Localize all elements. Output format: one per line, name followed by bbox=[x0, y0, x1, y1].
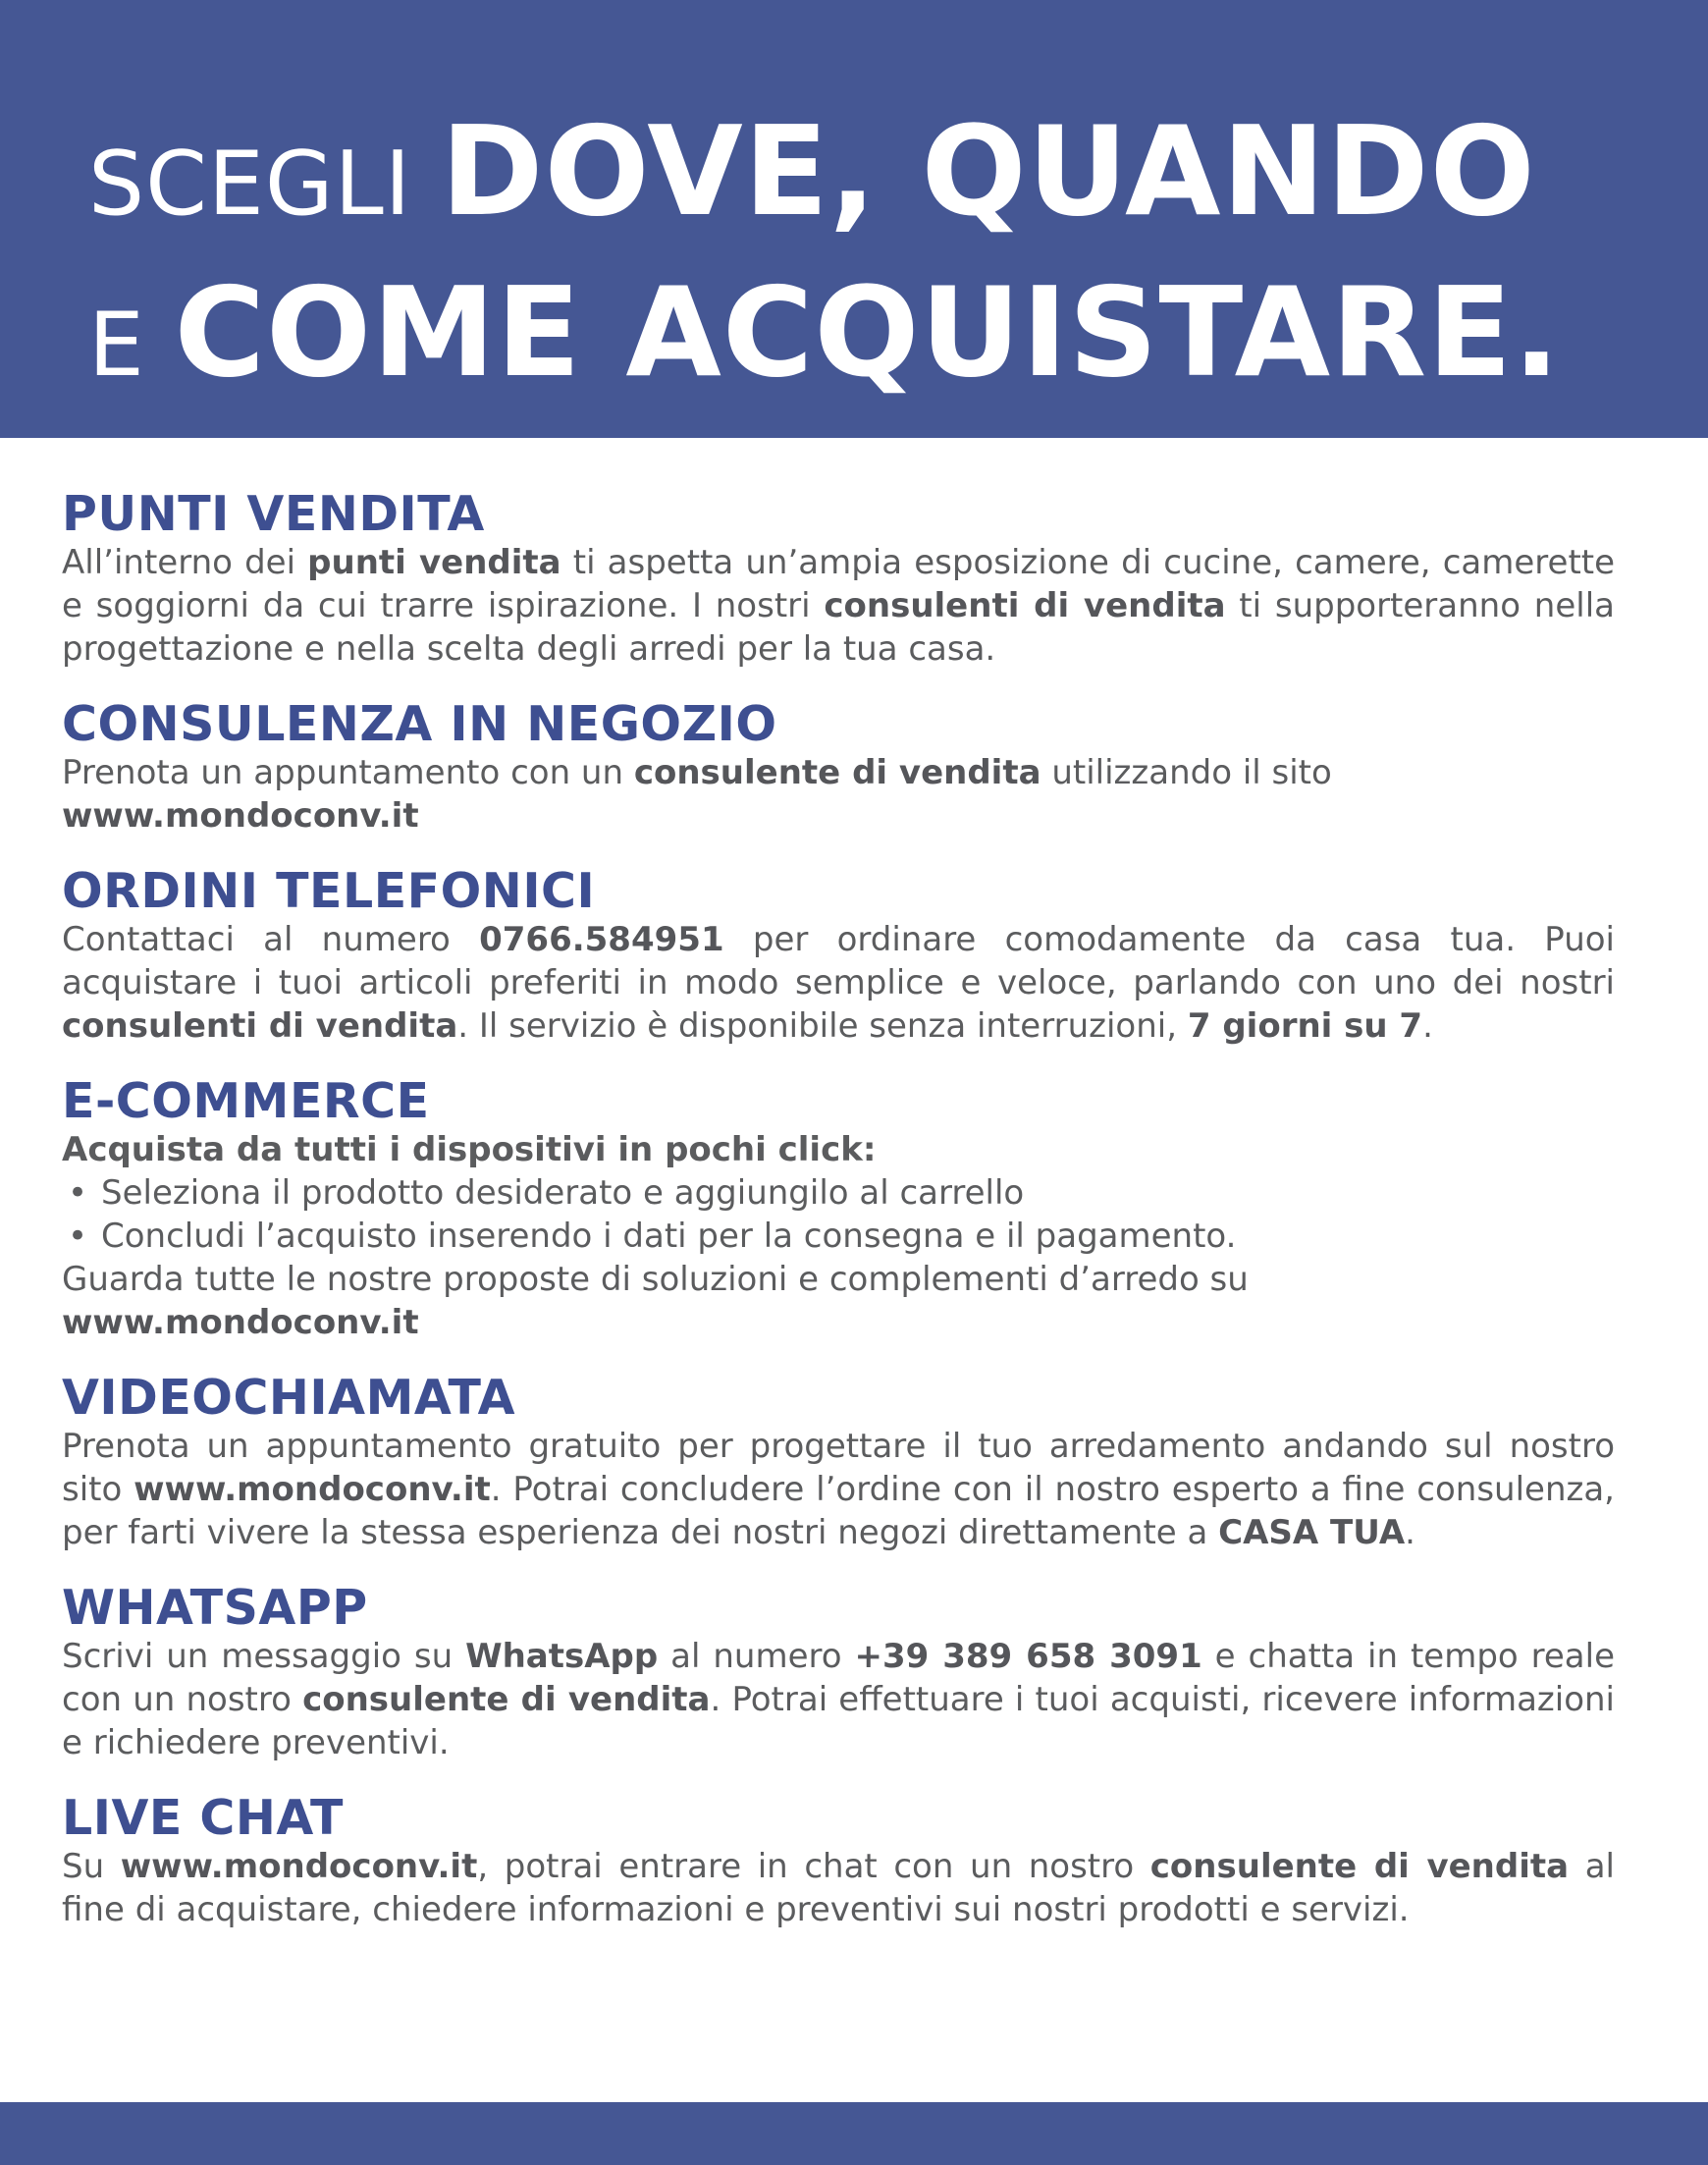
bullet-list bbox=[62, 1171, 1615, 1258]
section-title: LIVE CHAT bbox=[62, 1790, 344, 1846]
phone-number[interactable]: 0766.584951 bbox=[479, 920, 724, 959]
section-title: WHATSAPP bbox=[62, 1580, 368, 1636]
headline-bold-1: DOVE, QUANDO bbox=[440, 99, 1536, 244]
section-body bbox=[62, 1258, 1615, 1344]
headline-bold-2: COME ACQUISTARE. bbox=[174, 260, 1562, 405]
body-bold: WhatsApp bbox=[465, 1637, 659, 1676]
body-text: Contattaci al numero bbox=[62, 920, 480, 959]
section-ordini-telefonici bbox=[62, 865, 1615, 1048]
bullet-icon: • bbox=[68, 1173, 88, 1213]
body-text: All’interno dei bbox=[62, 543, 308, 582]
section-subtitle: Acquista da tutti i dispositivi in pochi click: bbox=[62, 1130, 877, 1169]
body-text: Scrivi un messaggio su bbox=[62, 1637, 466, 1676]
body-text: utilizzando il sito bbox=[1041, 753, 1332, 792]
body-bold: consulente di vendita bbox=[302, 1680, 711, 1719]
main-content bbox=[62, 488, 1615, 1959]
body-text: . Potrai concludere l’ordine con il nostro esperto a fine consulenza, per farti vivere la stessa esperienza dei nostri negozi direttamente a bbox=[62, 1470, 1615, 1552]
section-whatsapp bbox=[62, 1582, 1615, 1764]
section-body bbox=[62, 751, 1615, 838]
body-bold: consulenti di vendita bbox=[62, 1006, 458, 1046]
body-bold: consulente di vendita bbox=[633, 753, 1041, 792]
website-link[interactable]: www.mondoconv.it bbox=[62, 1303, 419, 1342]
section-title: VIDEOCHIAMATA bbox=[62, 1370, 515, 1426]
body-text: Su bbox=[62, 1847, 121, 1886]
section-title: PUNTI VENDITA bbox=[62, 486, 485, 542]
headline-line-2 bbox=[88, 260, 1562, 405]
body-text: , potrai entrare in chat con un nostro bbox=[477, 1847, 1150, 1886]
section-body bbox=[62, 541, 1615, 671]
section-title: ORDINI TELEFONICI bbox=[62, 863, 596, 919]
body-text: ti aspetta un’ampia esposizione di cucine, camere, camerette e soggiorni da cui trarre ispirazione. I nostri bbox=[62, 543, 1616, 625]
header-banner bbox=[0, 0, 1708, 438]
list-item bbox=[62, 1215, 1615, 1258]
body-text: Prenota un appuntamento gratuito per progettare il tuo arredamento andando sul nostro sito bbox=[62, 1427, 1615, 1509]
website-link[interactable]: www.mondoconv.it bbox=[120, 1847, 478, 1886]
body-bold: consulente di vendita bbox=[1149, 1847, 1570, 1886]
body-text: . bbox=[1422, 1006, 1433, 1046]
body-text: . bbox=[1405, 1513, 1415, 1552]
body-text: . Potrai effettuare i tuoi acquisti, ricevere informazioni e richiedere preventivi. bbox=[62, 1680, 1615, 1762]
body-bold: consulenti di vendita bbox=[824, 586, 1226, 625]
list-item-text: Seleziona il prodotto desiderato e aggiungilo al carrello bbox=[101, 1173, 1025, 1213]
body-text: . Il servizio è disponibile senza interruzioni, bbox=[457, 1006, 1188, 1046]
body-bold: punti vendita bbox=[307, 543, 561, 582]
section-body bbox=[62, 1635, 1615, 1764]
section-title: E-COMMERCE bbox=[62, 1073, 430, 1129]
list-item-text: Concludi l’acquisto inserendo i dati per la consegna e il pagamento. bbox=[101, 1217, 1237, 1256]
whatsapp-number[interactable]: +39 389 658 3091 bbox=[854, 1637, 1202, 1676]
section-body bbox=[62, 1425, 1615, 1554]
section-consulenza-negozio bbox=[62, 698, 1615, 838]
website-link[interactable]: www.mondoconv.it bbox=[62, 796, 419, 836]
section-punti-vendita bbox=[62, 488, 1615, 671]
headline-light-2: E bbox=[88, 294, 175, 397]
list-item bbox=[62, 1171, 1615, 1215]
body-text: al numero bbox=[658, 1637, 855, 1676]
body-text: Guarda tutte le nostre proposte di soluzioni e complementi d’arredo su bbox=[62, 1260, 1249, 1299]
section-videochiamata bbox=[62, 1372, 1615, 1554]
section-e-commerce bbox=[62, 1075, 1615, 1344]
body-bold: 7 giorni su 7 bbox=[1187, 1006, 1423, 1046]
headline-light-1: SCEGLI bbox=[88, 133, 441, 236]
body-text: e chatta in tempo reale con un nostro bbox=[62, 1637, 1615, 1719]
headline-line-1 bbox=[88, 99, 1536, 244]
bullet-icon: • bbox=[68, 1217, 88, 1256]
section-body bbox=[62, 918, 1615, 1048]
section-live-chat bbox=[62, 1792, 1615, 1931]
body-text: al fine di acquistare, chiedere informazioni e preventivi sui nostri prodotti e servizi. bbox=[62, 1847, 1615, 1929]
section-title: CONSULENZA IN NEGOZIO bbox=[62, 696, 777, 752]
section-body bbox=[62, 1845, 1615, 1931]
body-bold: CASA TUA bbox=[1218, 1513, 1406, 1552]
footer-bar bbox=[0, 2102, 1708, 2165]
website-link[interactable]: www.mondoconv.it bbox=[133, 1470, 491, 1509]
body-text: ti supporteranno nella progettazione e nella scelta degli arredi per la tua casa. bbox=[62, 586, 1615, 669]
body-text: per ordinare comodamente da casa tua. Puoi acquistare i tuoi articoli preferiti in modo semplice e veloce, parlando con uno dei nostri bbox=[62, 920, 1615, 1002]
body-text: Prenota un appuntamento con un bbox=[62, 753, 634, 792]
